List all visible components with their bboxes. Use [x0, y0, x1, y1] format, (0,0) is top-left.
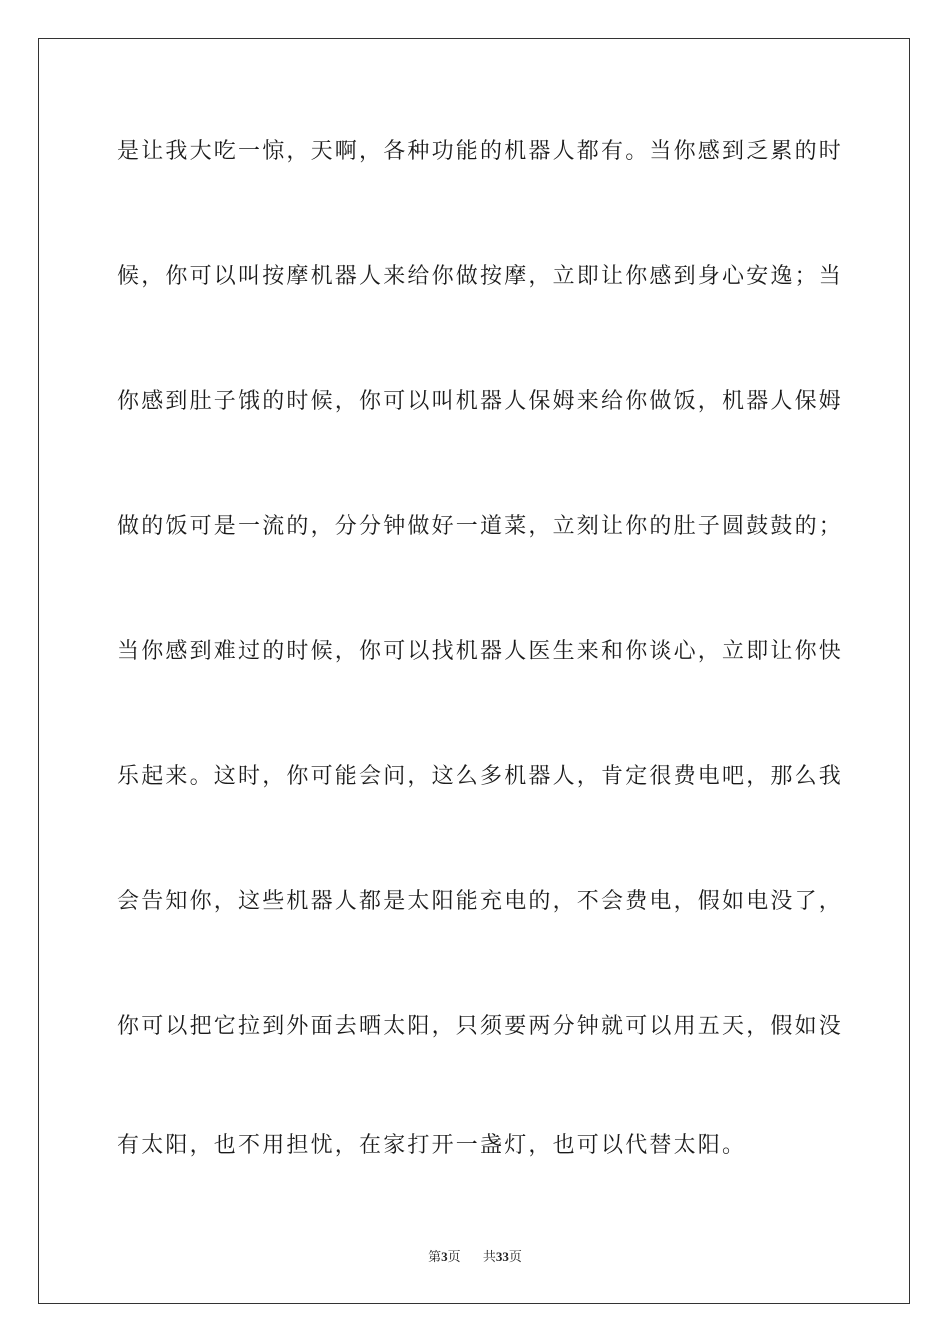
text-line: 乐起来。这时，你可能会问，这么多机器人，肯定很费电吧，那么我 [117, 764, 844, 789]
text-line: 有太阳，也不用担忧，在家打开一盏灯，也可以代替太阳。 [117, 1133, 747, 1158]
page-prefix: 第 [428, 1250, 442, 1265]
text-line: 做的饭可是一流的，分分钟做好一道菜，立刻让你的肚子圆鼓鼓的； [117, 514, 844, 539]
total-pages: 33 [495, 1249, 509, 1264]
text-line: 会告知你，这些机器人都是太阳能充电的，不会费电，假如电没了， [117, 889, 844, 914]
text-line: 你感到肚子饿的时候，你可以叫机器人保姆来给你做饭，机器人保姆 [117, 389, 844, 414]
page-border [38, 38, 910, 1304]
total-pages-indicator [479, 1250, 522, 1265]
text-line: 你可以把它拉到外面去晒太阳，只须要两分钟就可以用五天，假如没 [117, 1014, 844, 1039]
total-suffix: 页 [508, 1250, 522, 1265]
text-line: 是让我大吃一惊，天啊，各种功能的机器人都有。当你感到乏累的时 [117, 139, 844, 164]
page-suffix: 页 [447, 1250, 461, 1265]
page-number: 3 [441, 1249, 448, 1264]
text-line: 当你感到难过的时候，你可以找机器人医生来和你谈心，立即让你快 [117, 639, 844, 664]
total-prefix: 共 [482, 1250, 496, 1265]
page-indicator [428, 1250, 465, 1265]
page-footer [0, 1248, 950, 1267]
text-line: 候，你可以叫按摩机器人来给你做按摩，立即让你感到身心安逸；当 [117, 264, 844, 289]
